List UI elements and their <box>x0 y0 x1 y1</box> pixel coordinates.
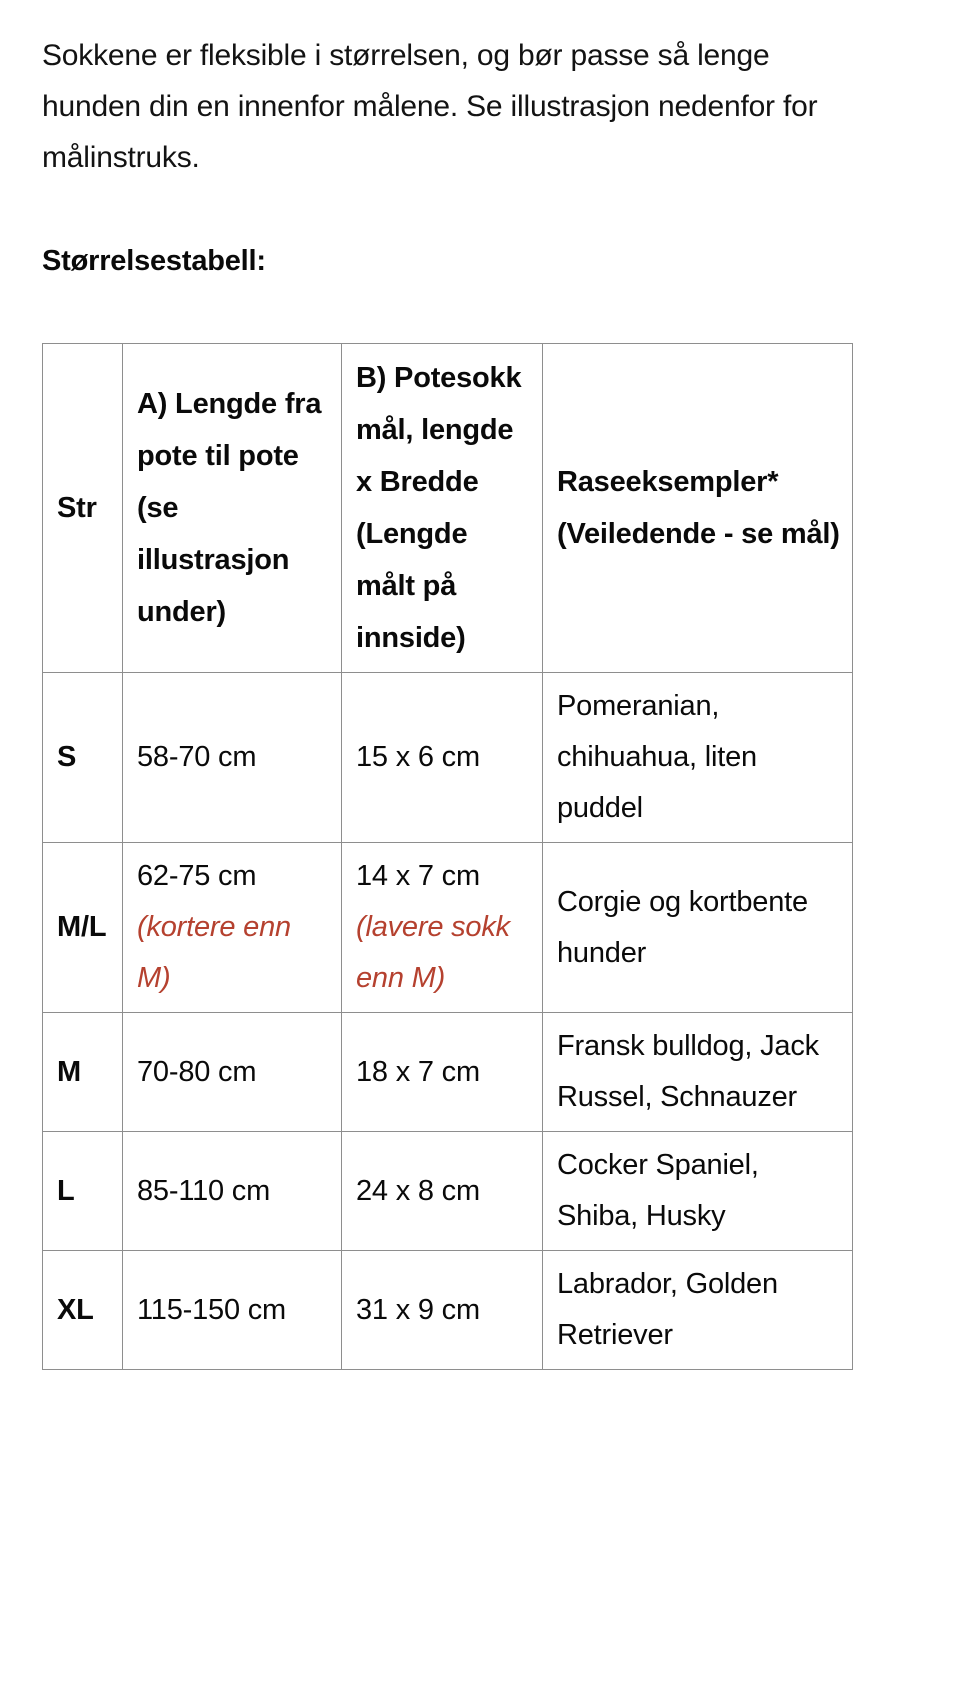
cell-length-value: 58-70 cm <box>137 741 257 773</box>
cell-length-value: 70-80 cm <box>137 1055 257 1088</box>
cell-length-value: 115-150 cm <box>137 1293 286 1326</box>
column-header-length: A) Lengde fra pote til pote (se illustrasjon under) <box>123 344 342 673</box>
cell-length <box>123 1013 342 1132</box>
cell-sock-size <box>342 1132 543 1251</box>
cell-size-label: XL <box>43 1251 123 1370</box>
table-row <box>43 673 853 843</box>
section-heading-size-table: Størrelsestabell: <box>42 245 266 277</box>
cell-breeds: Fransk bulldog, Jack Russel, Schnauzer <box>543 1013 853 1132</box>
intro-paragraph: Sokkene er fleksible i størrelsen, og bør passe så lenge hunden din en innenfor målene. Se illustrasjon nedenfor for målinstruks. <box>42 39 818 174</box>
size-table <box>42 343 853 1370</box>
cell-sock-size <box>342 673 543 843</box>
table-row <box>43 843 853 1013</box>
cell-breeds: Corgie og kortbente hunder <box>543 843 853 1013</box>
table-row <box>43 1251 853 1370</box>
size-table-head <box>43 344 853 673</box>
cell-sock-value: 24 x 8 cm <box>356 1174 480 1207</box>
cell-sock-size <box>342 843 543 1013</box>
cell-size-label: M/L <box>43 843 123 1013</box>
cell-length <box>123 843 342 1013</box>
size-table-body <box>43 673 853 1370</box>
table-row <box>43 1132 853 1251</box>
cell-breeds: Labrador, Golden Retriever <box>543 1251 853 1370</box>
cell-sock-value: 18 x 7 cm <box>356 1055 480 1088</box>
table-header-row <box>43 344 853 673</box>
cell-breeds: Pomeranian, chihuahua, liten puddel <box>543 673 853 843</box>
cell-sock-value: 15 x 6 cm <box>356 741 480 773</box>
cell-sock-note: (lavere sokk enn M) <box>356 911 510 994</box>
cell-size-label: S <box>43 673 123 843</box>
cell-length <box>123 673 342 843</box>
cell-length <box>123 1132 342 1251</box>
cell-size-label: L <box>43 1132 123 1251</box>
column-header-breed-examples: Raseeksempler* (Veiledende - se mål) <box>543 344 853 673</box>
cell-length-note: (kortere enn M) <box>137 911 291 994</box>
cell-length-value: 62-75 cm <box>137 860 257 892</box>
column-header-str: Str <box>43 344 123 673</box>
cell-sock-size <box>342 1013 543 1132</box>
cell-length <box>123 1251 342 1370</box>
cell-sock-size <box>342 1251 543 1370</box>
cell-size-label: M <box>43 1013 123 1132</box>
table-row <box>43 1013 853 1132</box>
cell-sock-value: 31 x 9 cm <box>356 1293 480 1326</box>
cell-length-value: 85-110 cm <box>137 1174 271 1207</box>
column-header-sock-size: B) Potesokk mål, lengde x Bredde (Lengde målt på innside) <box>342 344 543 673</box>
cell-sock-value: 14 x 7 cm <box>356 860 480 892</box>
cell-breeds: Cocker Spaniel, Shiba, Husky <box>543 1132 853 1251</box>
